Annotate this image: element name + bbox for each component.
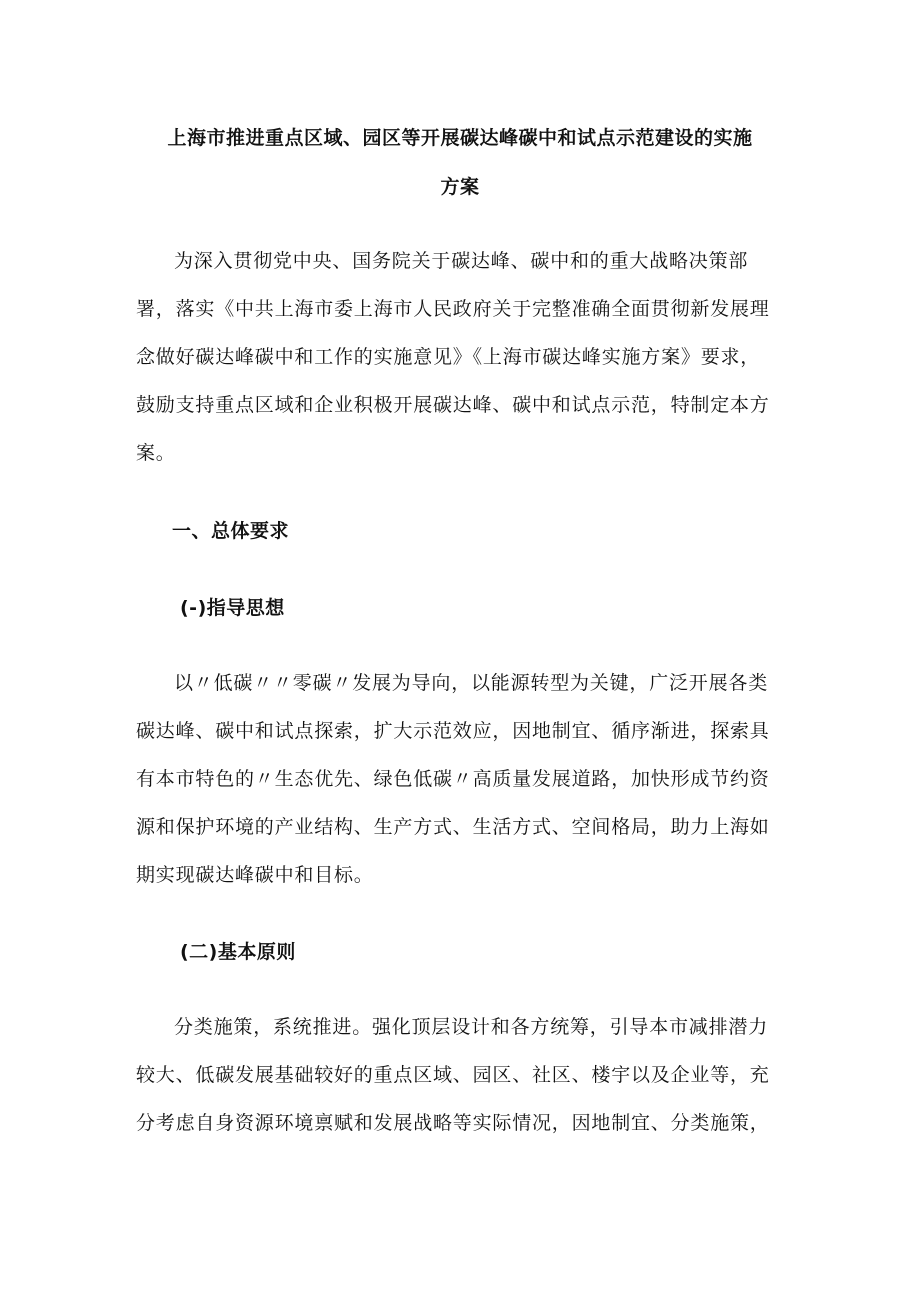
paragraph-line: 碳达峰、碳中和试点探索，扩大示范效应，因地制宜、循序渐进，探索具 xyxy=(136,720,770,742)
guiding-ideology-paragraph xyxy=(136,659,784,899)
paragraph-line: 念做好碳达峰碳中和工作的实施意见》《上海市碳达峰实施方案》要求， xyxy=(136,346,761,368)
basic-principles-paragraph xyxy=(136,1003,784,1147)
subsection-heading-basic-principles: (二)基本原则 xyxy=(180,941,296,963)
paragraph-line: 期实现碳达峰碳中和目标。 xyxy=(136,864,374,886)
paragraph-line: 案。 xyxy=(136,442,176,464)
paragraph-line: 较大、低碳发展基础较好的重点区域、园区、社区、楼宇以及企业等，充 xyxy=(136,1064,770,1086)
subsection-heading-guiding-ideology: (-)指导思想 xyxy=(180,597,285,619)
paragraph-line: 以〃低碳〃〃零碳〃发展为导向，以能源转型为关键，广泛开展各类 xyxy=(174,672,769,694)
intro-paragraph xyxy=(136,237,784,477)
document-title: 上海市推进重点区域、园区等开展碳达峰碳中和试点示范建设的实施 xyxy=(167,127,753,149)
paragraph-line: 鼓励支持重点区域和企业积极开展碳达峰、碳中和试点示范，特制定本方 xyxy=(136,394,770,416)
paragraph-line: 有本市特色的〃生态优先、绿色低碳〃高质量发展道路，加快形成节约资 xyxy=(136,768,770,790)
paragraph-line: 署，落实《中共上海市委上海市人民政府关于完整准确全面贯彻新发展理 xyxy=(136,298,770,320)
section-heading-general-requirements: 一、总体要求 xyxy=(172,520,290,542)
paragraph-line: 为深入贯彻党中央、国务院关于碳达峰、碳中和的重大战略决策部 xyxy=(174,250,749,272)
paragraph-line: 源和保护环境的产业结构、生产方式、生活方式、空间格局，助力上海如 xyxy=(136,816,770,838)
paragraph-line: 分考虑自身资源环境禀赋和发展战略等实际情况，因地制宜、分类施策， xyxy=(136,1112,770,1134)
document-title-continued: 方案 xyxy=(440,176,480,198)
paragraph-line: 分类施策，系统推进。强化顶层设计和各方统筹，引导本市减排潜力 xyxy=(174,1016,769,1038)
